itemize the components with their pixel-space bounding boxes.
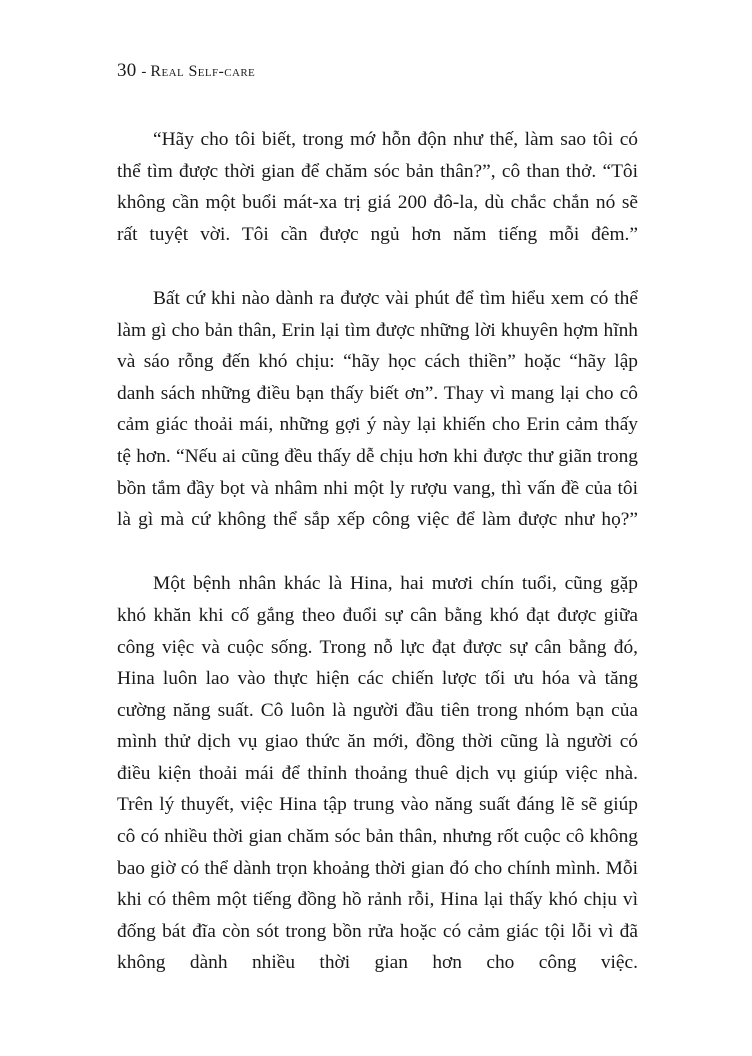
running-head	[117, 60, 255, 82]
paragraph: Bất cứ khi nào dành ra được vài phút để tìm hiểu xem có thể làm gì cho bản thân, Erin lại tìm được những lời khuyên hợm hĩnh và sáo rỗng đến khó chịu: “hãy học cách thiền” hoặc “hãy lập danh sách những điều bạn thấy biết ơn”. Thay vì mang lại cho cô cảm giác thoải mái, những gợi ý này lại khiến cho Erin cảm thấy tệ hơn. “Nếu ai cũng đều thấy dễ chịu hơn khi được thư giãn trong bồn tắm đầy bọt và nhâm nhi một ly rượu vang, thì vấn đề của tôi là gì mà cứ không thể sắp xếp công việc để làm được như họ?”	[117, 287, 638, 531]
page-number: 30	[117, 60, 137, 81]
paragraph: Một bệnh nhân khác là Hina, hai mươi chín tuổi, cũng gặp khó khăn khi cố gắng theo đuổi sự cân bằng khó đạt được giữa công việc và cuộc sống. Trong nỗ lực đạt được sự cân bằng đó, Hina luôn lao vào thực hiện các chiến lược tối ưu hóa và tăng cường năng suất. Cô luôn là người đầu tiên trong nhóm bạn của mình thử dịch vụ giao thức ăn mới, đồng thời cũng là người có điều kiện thoải mái để thỉnh thoảng thuê dịch vụ giúp việc nhà. Trên lý thuyết, việc Hina tập trung vào năng suất đáng lẽ sẽ giúp cô có nhiều thời gian chăm sóc bản thân, nhưng rốt cuộc cô không bao giờ có thể dành trọn khoảng thời gian đó cho chính mình. Mỗi khi có thêm một tiếng đồng hồ rảnh rỗi, Hina lại thấy khó chịu vì đống bát đĩa còn sót trong bồn rửa hoặc có cảm giác tội lỗi vì đã không dành nhiều thời gian hơn cho công việc.	[117, 573, 638, 974]
running-head-title: Real Self-care	[150, 63, 256, 80]
paragraph: “Hãy cho tôi biết, trong mớ hỗn độn như thế, làm sao tôi có thể tìm được thời gian để chăm sóc bản thân?”, cô than thở. “Tôi không cần một buổi mát-xa trị giá 200 đô-la, dù chắc chắn nó sẽ rất tuyệt vời. Tôi cần được ngủ hơn năm tiếng mỗi đêm.”	[117, 129, 638, 245]
running-head-separator: -	[141, 64, 147, 80]
body-text-block	[117, 124, 638, 1011]
